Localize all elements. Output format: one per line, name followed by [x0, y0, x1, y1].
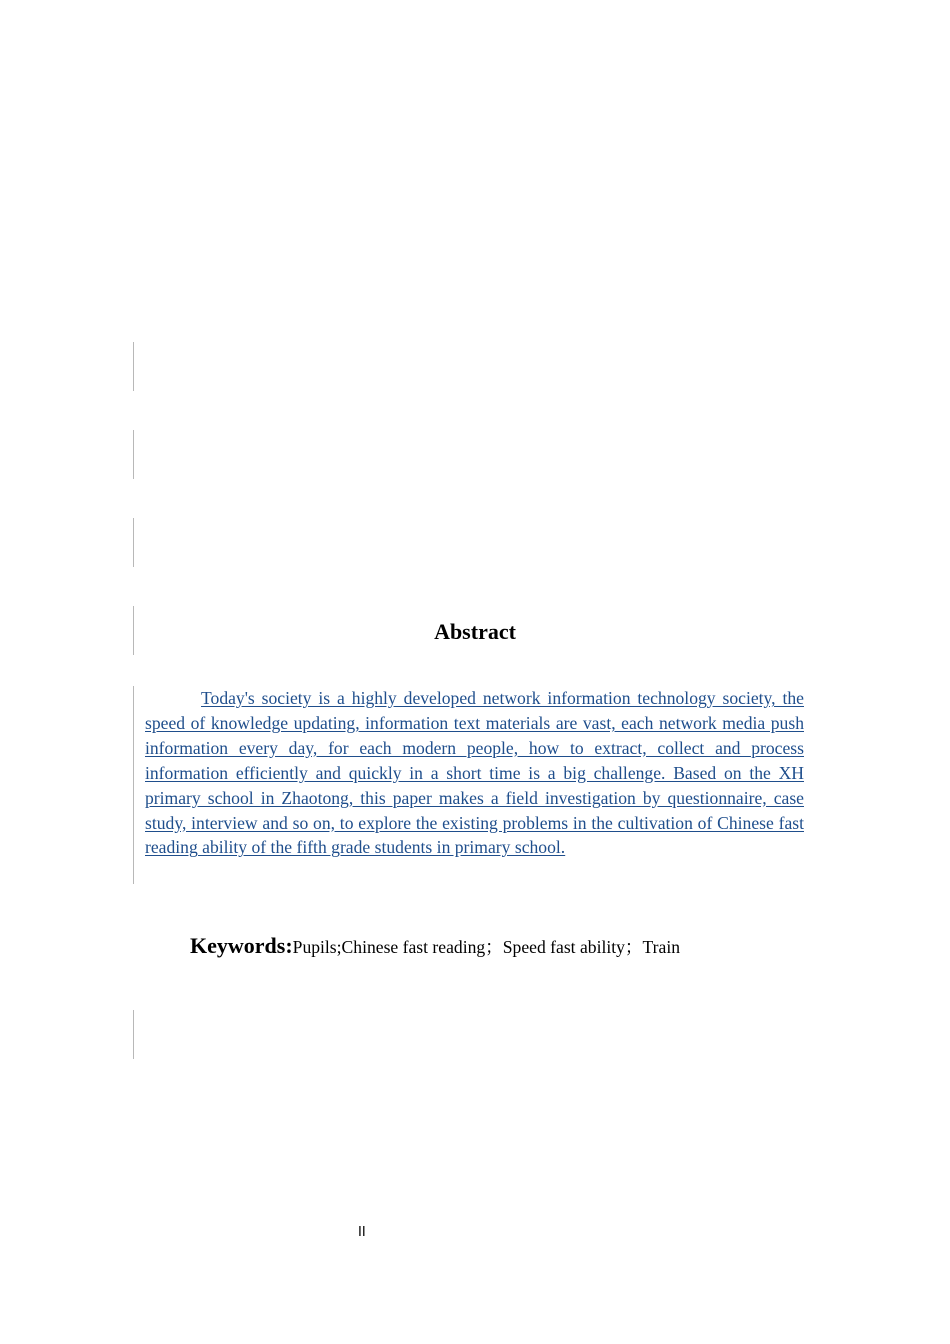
revision-change-bar: [133, 342, 134, 391]
keywords-text: Pupils;Chinese fast reading；Speed fast ability；Train: [292, 937, 681, 957]
keywords-label: Keywords:: [190, 933, 293, 958]
revision-change-bar: [133, 1010, 134, 1059]
page-number: II: [358, 1225, 366, 1240]
abstract-paragraph[interactable]: Today's society is a highly developed network information technology society, the speed of knowledge updating, information text materials are vast, each network media push information every day, for each modern people, how to extract, collect and process information efficiently and quickly in a short time is a big challenge. Based on the XH primary school in Zhaotong, this paper makes a field investigation by questionnaire, case study, interview and so on, to explore the existing problems in the cultivation of Chinese fast reading ability of the fifth grade students in primary school.: [145, 688, 804, 858]
revision-change-bar: [133, 518, 134, 567]
abstract-title: Abstract: [434, 619, 516, 644]
revision-change-bar: [133, 430, 134, 479]
revision-change-bar: [133, 686, 134, 884]
keywords-line: [190, 933, 680, 959]
